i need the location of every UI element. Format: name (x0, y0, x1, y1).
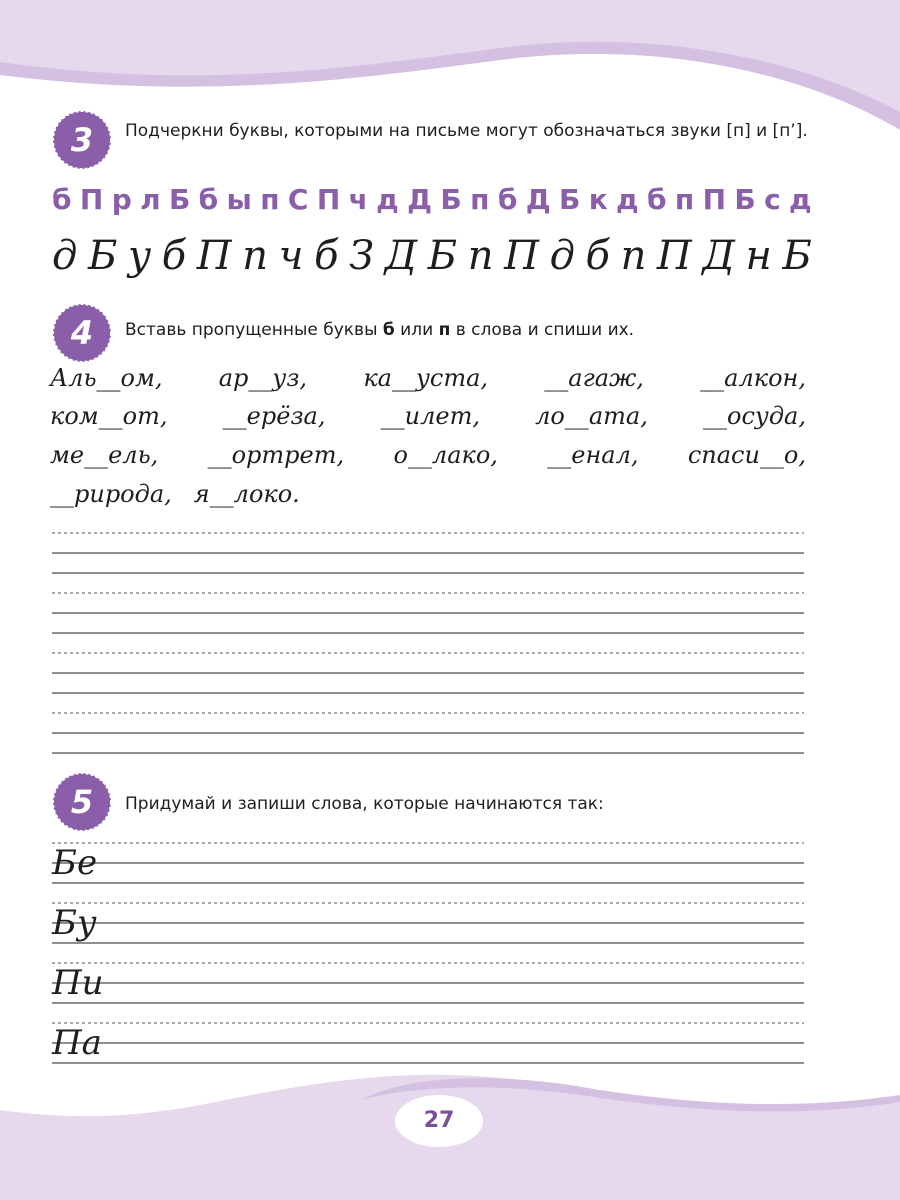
word: __илет, (380, 402, 480, 430)
word: __агаж, (544, 364, 644, 392)
word-start: Па (52, 1023, 102, 1063)
exercise-task-text: Придумай и запиши слова, которые начинаются так: (125, 794, 604, 814)
printed-letter[interactable]: к (588, 183, 608, 216)
cursive-letter[interactable]: Б (427, 233, 458, 279)
cursive-letter[interactable]: п (242, 233, 269, 279)
printed-letter[interactable]: ы (226, 183, 252, 216)
word: я__локо. (193, 480, 300, 508)
word: ка__уста, (363, 364, 489, 392)
exercise-number: 4 (70, 314, 94, 352)
cursive-letter[interactable]: д (549, 233, 575, 279)
printed-letter[interactable]: д (616, 183, 639, 216)
printed-letter[interactable]: Б (559, 183, 581, 216)
cursive-letter[interactable]: б (314, 233, 339, 279)
printed-letter[interactable]: б (647, 183, 667, 216)
task-letter-p: п (438, 320, 451, 340)
word: спаси__о, (687, 441, 806, 469)
exercise-badge (52, 772, 112, 832)
word-start: Бе (52, 843, 98, 883)
word: ар__уз, (218, 364, 308, 392)
word-row-3 (50, 441, 806, 469)
cursive-letter[interactable]: у (127, 233, 152, 279)
cursive-letter[interactable]: З (349, 233, 375, 279)
task-text-part: или (394, 320, 439, 340)
cursive-letter[interactable]: д (52, 233, 78, 279)
word: ло__ата, (535, 402, 648, 430)
writing-lines[interactable] (52, 525, 804, 760)
printed-letter[interactable]: р (111, 183, 132, 216)
task-text-part: в слова и спиши их. (450, 320, 635, 340)
exercise-badge (52, 110, 112, 170)
exercise-task-text (125, 316, 810, 344)
word-start: Пи (52, 963, 104, 1003)
word: __алкон, (700, 364, 806, 392)
task-text-part: Вставь пропущенные буквы (125, 320, 383, 340)
cursive-letter[interactable]: Д (702, 233, 735, 279)
word-row-2 (50, 402, 806, 430)
cursive-letter[interactable]: П (196, 233, 232, 279)
task-letter-b: б (382, 320, 395, 340)
printed-letter[interactable]: б (198, 183, 219, 216)
cursive-letter[interactable]: б (585, 233, 610, 279)
printed-letter[interactable]: д (376, 183, 399, 216)
printed-letter[interactable]: Д (525, 183, 551, 216)
cursive-letter[interactable]: п (467, 233, 494, 279)
word: о__лако, (393, 441, 498, 469)
word: Аль__ом, (50, 364, 163, 392)
printed-letter[interactable]: с (764, 183, 781, 216)
printed-letter[interactable]: С (287, 183, 309, 216)
printed-letter[interactable]: п (674, 183, 695, 216)
word-start: Бу (52, 903, 97, 943)
cursive-letter[interactable]: ч (278, 233, 304, 279)
word: ком__от, (50, 402, 168, 430)
cursive-letter[interactable]: н (745, 233, 772, 279)
printed-letter[interactable]: ч (348, 183, 368, 216)
printed-letter[interactable]: Б (440, 183, 462, 216)
word: __рирода, (50, 480, 172, 508)
printed-letter[interactable]: Б (168, 183, 191, 216)
printed-letter[interactable]: п (470, 183, 490, 216)
exercise-task-text: Подчеркни буквы, которыми на письме могут обозначаться звуки [п] и [п’]. (125, 121, 808, 141)
printed-letter[interactable]: б (52, 183, 72, 216)
printed-letter[interactable]: б (497, 183, 518, 216)
printed-letter[interactable]: п (260, 183, 280, 216)
word: __осуда, (703, 402, 806, 430)
exercise-number: 5 (70, 783, 94, 821)
cursive-letter[interactable]: Д (384, 233, 418, 279)
cursive-letter[interactable]: б (161, 233, 187, 279)
word: __ерёза, (222, 402, 326, 430)
printed-letter[interactable]: Б (734, 183, 756, 216)
printed-letter[interactable]: д (789, 183, 812, 216)
exercise-badge (52, 303, 112, 363)
printed-letters-row (52, 183, 812, 216)
page-number: 27 (423, 1108, 455, 1133)
cursive-letter[interactable]: П (656, 233, 692, 279)
cursive-letter[interactable]: п (620, 233, 647, 279)
printed-letter[interactable]: П (79, 183, 104, 216)
cursive-letter[interactable]: П (504, 233, 539, 279)
cursive-letter[interactable]: Б (782, 233, 812, 279)
word-row-4 (50, 480, 806, 508)
word: ме__ель, (50, 441, 159, 469)
printed-letter[interactable]: П (316, 183, 341, 216)
word-row-1 (50, 364, 806, 392)
cursive-letter[interactable]: Б (87, 233, 118, 279)
printed-letter[interactable]: Д (407, 183, 433, 216)
word: __ортрет, (207, 441, 345, 469)
printed-letter[interactable]: л (140, 183, 161, 216)
word: __енал, (547, 441, 639, 469)
printed-letter[interactable]: П (702, 183, 727, 216)
cursive-letters-row (52, 233, 812, 279)
writing-lines[interactable] (52, 835, 804, 1070)
exercise-number: 3 (70, 121, 94, 159)
